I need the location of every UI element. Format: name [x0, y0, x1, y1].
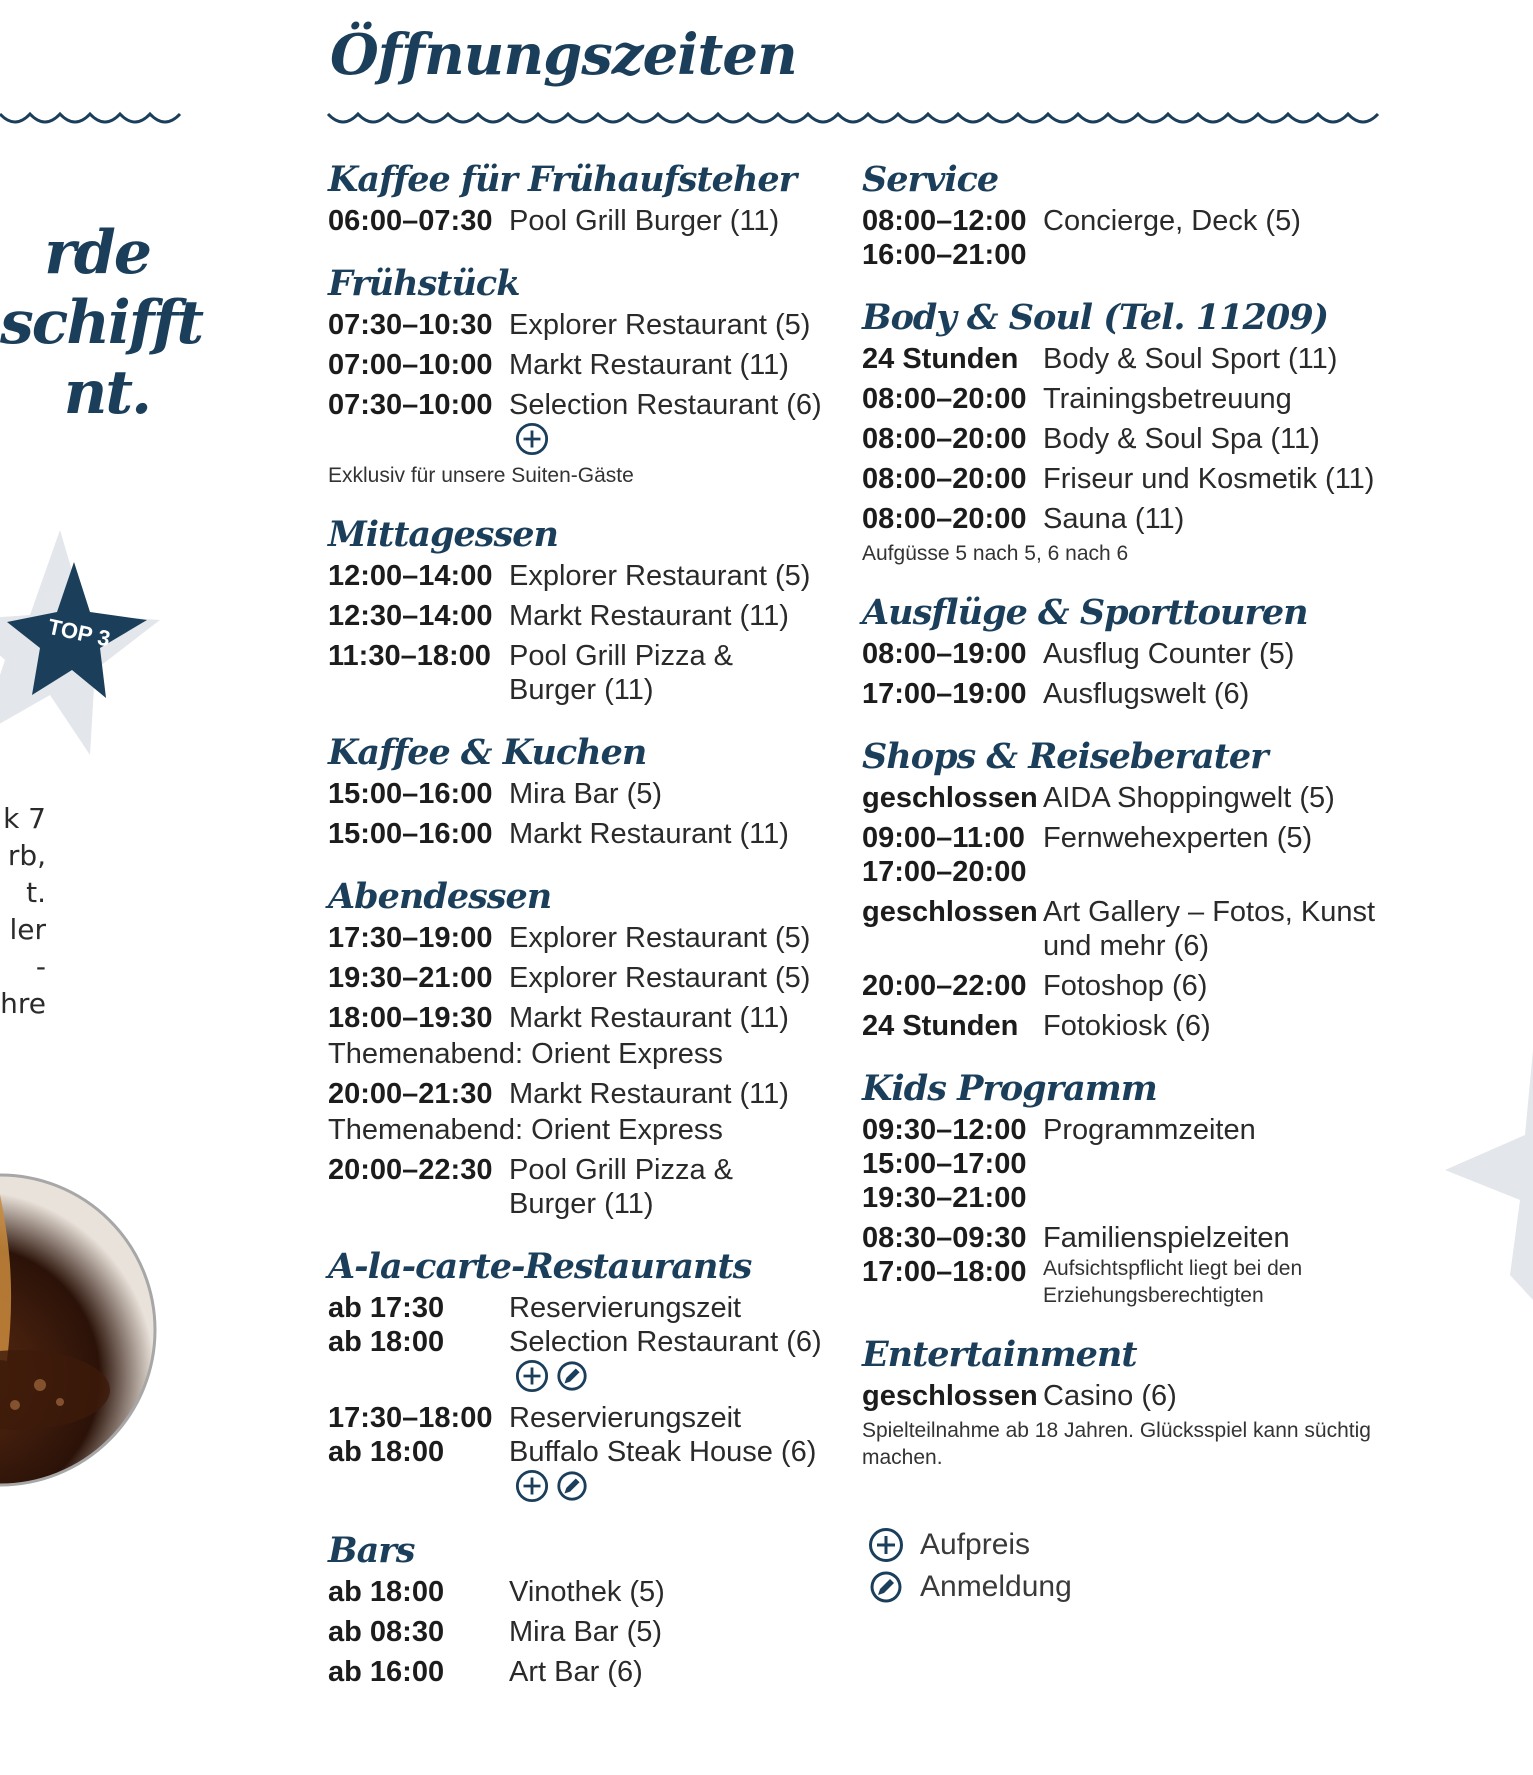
venue-name: Art Gallery – Fotos, Kunst und mehr (6)	[1043, 896, 1376, 962]
time-value: ab 18:00	[328, 1326, 445, 1358]
venue-cell	[1043, 637, 1382, 671]
venue-name: Familienspielzeiten	[1043, 1222, 1290, 1254]
time-column	[328, 388, 509, 422]
schedule-row	[328, 388, 828, 458]
schedule-section	[862, 1067, 1382, 1309]
time-value: 08:00–20:00	[862, 463, 1027, 495]
time-column	[862, 677, 1043, 711]
schedule-row	[328, 1655, 828, 1689]
time-column	[328, 1291, 509, 1359]
legend-label: Aufpreis	[920, 1528, 1031, 1561]
schedule-row	[862, 342, 1382, 376]
schedule-section	[862, 158, 1382, 272]
time-value: 15:00–16:00	[328, 818, 493, 850]
time-column	[328, 1153, 509, 1187]
time-column	[862, 895, 1043, 929]
time-value: 24 Stunden	[862, 343, 1019, 375]
schedule-row	[862, 677, 1382, 711]
time-column	[862, 969, 1043, 1003]
left-heading-line: rde	[44, 218, 150, 288]
legend-item	[862, 1569, 1382, 1605]
venue-name: Markt Restaurant (11)	[509, 1002, 789, 1034]
venue-cell	[509, 204, 828, 238]
time-column	[862, 422, 1043, 456]
time-value: 08:00–20:00	[862, 503, 1027, 535]
time-column	[862, 382, 1043, 416]
schedule-section	[328, 158, 828, 238]
section-title: Body & Soul (Tel. 11209)	[862, 297, 1329, 338]
venue-cell	[1043, 895, 1382, 963]
time-value: ab 18:00	[328, 1436, 445, 1468]
venue-cell	[1043, 382, 1382, 416]
page-title: Öffnungszeiten	[330, 22, 797, 88]
venue-name: Mira Bar (5)	[509, 778, 663, 810]
schedule-row	[862, 462, 1382, 496]
venue-name: Markt Restaurant (11)	[509, 600, 789, 632]
venue-cell	[509, 1001, 828, 1035]
schedule-row	[328, 599, 828, 633]
left-text-line: -	[35, 950, 46, 983]
venue-name: Explorer Restaurant (5)	[509, 922, 811, 954]
schedule-row	[328, 1615, 828, 1649]
schedule-section	[328, 1245, 828, 1505]
venue-cell	[509, 599, 828, 633]
time-value: ab 16:00	[328, 1656, 445, 1688]
legend-item	[862, 1527, 1382, 1563]
venue-cell	[509, 817, 828, 851]
venue-cell	[1043, 502, 1382, 536]
venue-name: Explorer Restaurant (5)	[509, 962, 811, 994]
venue-cell	[509, 1615, 828, 1649]
time-value: 17:00–18:00	[862, 1256, 1027, 1288]
schedule-section	[328, 513, 828, 707]
venue-cell	[509, 961, 828, 995]
info-note: Spielteilnahme ab 18 Jahren. Glücksspiel kann süchtig machen.	[862, 1419, 1371, 1469]
venue-name: Markt Restaurant (11)	[509, 818, 789, 850]
schedule-row	[328, 921, 828, 955]
time-column	[328, 1001, 509, 1035]
left-text-line: hre	[0, 987, 46, 1020]
section-title: Kaffee & Kuchen	[328, 732, 647, 773]
time-column	[328, 559, 509, 593]
schedule-row	[328, 639, 828, 707]
schedule-row	[328, 961, 828, 995]
time-column	[328, 308, 509, 342]
venue-name: Sauna (11)	[1043, 503, 1185, 535]
time-value: 17:30–19:00	[328, 922, 493, 954]
venue-name: Art Bar (6)	[509, 1656, 643, 1688]
venue-cell	[509, 348, 828, 382]
schedule-row	[328, 1401, 828, 1505]
schedule-row	[328, 1001, 828, 1035]
time-value: 08:00–20:00	[862, 423, 1027, 455]
venue-cell	[1043, 969, 1382, 1003]
section-title: Kaffee für Frühaufsteher	[328, 159, 797, 200]
schedule-section	[328, 1529, 828, 1689]
schedule-row	[862, 1221, 1382, 1309]
plus-circle-icon	[515, 422, 549, 456]
left-heading-line: nt.	[63, 358, 150, 428]
time-column	[328, 1615, 509, 1649]
time-column	[862, 821, 1043, 889]
venue-cell	[509, 559, 828, 593]
pen-circle-icon	[555, 1359, 589, 1393]
venue-cell	[509, 1153, 828, 1221]
venue-name: Markt Restaurant (11)	[509, 1078, 789, 1110]
schedule-section	[862, 591, 1382, 711]
time-column	[328, 961, 509, 995]
theme-note: Themenabend: Orient Express	[328, 1038, 723, 1070]
venue-name: Ausflug Counter (5)	[1043, 638, 1295, 670]
section-title: Abendessen	[328, 876, 552, 917]
venue-cell	[1043, 1221, 1382, 1309]
info-note: Exklusiv für unsere Suiten-Gäste	[328, 464, 634, 487]
info-note: Aufgüsse 5 nach 5, 6 nach 6	[862, 542, 1129, 565]
time-column	[328, 1077, 509, 1111]
venue-cell	[509, 1077, 828, 1111]
time-value: 07:30–10:30	[328, 309, 493, 341]
schedule-row	[862, 969, 1382, 1003]
schedule-row	[328, 1153, 828, 1221]
time-column	[328, 921, 509, 955]
time-value: 15:00–17:00	[862, 1148, 1027, 1180]
plus-circle-icon	[515, 1359, 549, 1393]
venue-name: Ausflugswelt (6)	[1043, 678, 1250, 710]
schedule-row	[328, 559, 828, 593]
venue-name: Casino (6)	[1043, 1380, 1177, 1412]
time-value: 20:00–21:30	[328, 1078, 493, 1110]
schedule-section	[862, 1333, 1382, 1471]
section-title: Shops & Reiseberater	[862, 736, 1268, 777]
time-value: 08:00–19:00	[862, 638, 1027, 670]
legend-label: Anmeldung	[920, 1570, 1072, 1603]
venue-name: Pool Grill Burger (11)	[509, 205, 780, 237]
time-value: 12:30–14:00	[328, 600, 493, 632]
top3-star-icon	[12, 560, 152, 700]
time-value: 08:00–20:00	[862, 383, 1027, 415]
venue-cell	[1043, 342, 1382, 376]
time-value: 18:00–19:30	[328, 1002, 493, 1034]
left-text-line: ler	[9, 913, 46, 946]
time-column	[328, 639, 509, 673]
schedule-row	[862, 895, 1382, 963]
section-title: Kids Programm	[862, 1068, 1157, 1109]
pen-circle-icon	[868, 1569, 904, 1605]
venue-cell	[1043, 1113, 1382, 1147]
time-value: 20:00–22:30	[328, 1154, 493, 1186]
venue-cell	[509, 308, 828, 342]
venue-cell	[509, 777, 828, 811]
right-column	[862, 158, 1382, 1611]
left-text-fragment	[0, 800, 46, 1022]
venue-cell	[509, 1655, 828, 1689]
section-title: Ausflüge & Sporttouren	[862, 592, 1308, 633]
schedule-row	[328, 777, 828, 811]
venue-name: Trainingsbetreuung	[1043, 383, 1292, 415]
section-title: Mittagessen	[328, 514, 558, 555]
time-value: 17:30–18:00	[328, 1402, 493, 1434]
time-column	[328, 348, 509, 382]
left-heading	[0, 218, 203, 428]
schedule-section	[328, 262, 828, 489]
time-column	[862, 1009, 1043, 1043]
wave-divider	[328, 108, 1360, 132]
venue-name: Concierge, Deck (5)	[1043, 205, 1301, 237]
schedule-row	[328, 204, 828, 238]
schedule-section	[328, 875, 828, 1221]
venue-cell	[509, 921, 828, 955]
venue-name: Pool Grill Pizza & Burger (11)	[509, 1154, 734, 1220]
time-value: 20:00–22:00	[862, 970, 1027, 1002]
time-value: ab 08:30	[328, 1616, 445, 1648]
schedule-row	[862, 1113, 1382, 1215]
venue-name: Reservierungszeit Buffalo Steak House (6)	[509, 1402, 817, 1468]
time-value: geschlossen	[862, 782, 1038, 814]
plus-circle-icon	[868, 1527, 904, 1563]
time-column	[328, 817, 509, 851]
plus-circle-icon	[515, 1469, 549, 1503]
time-column	[328, 1401, 509, 1469]
venue-cell	[1043, 422, 1382, 456]
time-value: geschlossen	[862, 1380, 1038, 1412]
left-wave-divider	[0, 108, 152, 132]
schedule-section	[328, 731, 828, 851]
time-column	[328, 1655, 509, 1689]
right-sections	[862, 158, 1382, 1471]
venue-name: Reservierungszeit Selection Restaurant (6)	[509, 1292, 822, 1358]
venue-name: Pool Grill Pizza & Burger (11)	[509, 640, 734, 706]
venue-cell	[1043, 1379, 1382, 1413]
venue-cell	[509, 388, 828, 458]
time-value: 08:00–12:00	[862, 205, 1027, 237]
left-heading-line: schifft	[0, 288, 203, 358]
time-column	[328, 599, 509, 633]
time-value: 09:00–11:00	[862, 822, 1025, 854]
time-value: geschlossen	[862, 896, 1038, 928]
venue-name: Programmzeiten	[1043, 1114, 1256, 1146]
venue-name: Explorer Restaurant (5)	[509, 309, 811, 341]
time-column	[862, 204, 1043, 272]
schedule-row	[328, 348, 828, 382]
pen-circle-icon	[555, 1469, 589, 1503]
schedule-row	[862, 821, 1382, 889]
top3-badge-label: TOP 3	[45, 613, 113, 652]
venue-cell	[1043, 204, 1382, 238]
section-title: Bars	[328, 1530, 415, 1571]
time-column	[862, 1113, 1043, 1215]
time-column	[862, 502, 1043, 536]
schedule-row	[328, 1077, 828, 1111]
time-value: 15:00–16:00	[328, 778, 493, 810]
time-value: 08:30–09:30	[862, 1222, 1027, 1254]
schedule-row	[328, 817, 828, 851]
left-column	[328, 158, 828, 1713]
schedule-row	[862, 204, 1382, 272]
schedule-section	[862, 296, 1382, 567]
time-value: 07:30–10:00	[328, 389, 493, 421]
section-title: Service	[862, 159, 999, 200]
left-text-line: t.	[26, 876, 46, 909]
section-title: A-la-carte-Restaurants	[328, 1246, 752, 1287]
section-title: Entertainment	[862, 1334, 1137, 1375]
coffee-cup-photo	[0, 1140, 160, 1520]
schedule-row	[862, 1009, 1382, 1043]
venue-name: Body & Soul Spa (11)	[1043, 423, 1320, 455]
time-value: ab 18:00	[328, 1576, 445, 1608]
schedule-row	[862, 422, 1382, 456]
schedule-row	[862, 1379, 1382, 1413]
legend	[862, 1527, 1382, 1605]
schedule-row	[862, 502, 1382, 536]
venue-cell	[509, 1575, 828, 1609]
time-column	[862, 462, 1043, 496]
schedule-section	[862, 735, 1382, 1043]
left-text-line: k 7	[3, 802, 46, 835]
time-value: 16:00–21:00	[862, 239, 1027, 271]
venue-cell	[509, 1401, 828, 1505]
venue-name: Explorer Restaurant (5)	[509, 560, 811, 592]
schedule-row	[328, 1291, 828, 1395]
venue-name: Markt Restaurant (11)	[509, 349, 789, 381]
time-value: 12:00–14:00	[328, 560, 493, 592]
time-value: 06:00–07:30	[328, 205, 493, 237]
venue-name: Friseur und Kosmetik (11)	[1043, 463, 1375, 495]
time-column	[328, 1575, 509, 1609]
venue-cell	[1043, 1009, 1382, 1043]
time-value: 24 Stunden	[862, 1010, 1019, 1042]
venue-name: Fotoshop (6)	[1043, 970, 1208, 1002]
venue-name: Selection Restaurant (6)	[509, 389, 822, 421]
venue-cell	[1043, 781, 1382, 815]
venue-name: Mira Bar (5)	[509, 1616, 663, 1648]
time-value: 17:00–20:00	[862, 856, 1027, 888]
venue-cell	[509, 639, 828, 707]
section-title: Frühstück	[328, 263, 520, 304]
venue-name: Vinothek (5)	[509, 1576, 665, 1608]
time-value: 19:30–21:00	[862, 1182, 1027, 1214]
schedule-row	[328, 308, 828, 342]
time-value: 17:00–19:00	[862, 678, 1027, 710]
venue-cell	[509, 1291, 828, 1395]
venue-name: Body & Soul Sport (11)	[1043, 343, 1338, 375]
venue-name: Fotokiosk (6)	[1043, 1010, 1211, 1042]
schedule-row	[862, 781, 1382, 815]
time-column	[862, 1379, 1043, 1413]
venue-name: Fernwehexperten (5)	[1043, 822, 1313, 854]
time-column	[862, 637, 1043, 671]
time-value: 07:00–10:00	[328, 349, 493, 381]
time-value: ab 17:30	[328, 1292, 445, 1324]
star-right-icon	[1440, 1050, 1533, 1300]
time-column	[862, 342, 1043, 376]
venue-name: AIDA Shoppingwelt (5)	[1043, 782, 1335, 814]
time-value: 09:30–12:00	[862, 1114, 1027, 1146]
time-column	[862, 781, 1043, 815]
theme-note: Themenabend: Orient Express	[328, 1114, 723, 1146]
time-column	[328, 777, 509, 811]
venue-cell	[1043, 677, 1382, 711]
venue-cell	[1043, 462, 1382, 496]
left-text-line: rb,	[7, 839, 46, 872]
venue-cell	[1043, 821, 1382, 855]
time-column	[328, 204, 509, 238]
time-column	[862, 1221, 1043, 1289]
schedule-row	[862, 382, 1382, 416]
schedule-row	[862, 637, 1382, 671]
schedule-row	[328, 1575, 828, 1609]
time-value: 11:30–18:00	[328, 640, 491, 672]
venue-note: Aufsichtspflicht liegt bei den Erziehungsberechtigten	[1043, 1257, 1303, 1307]
time-value: 19:30–21:00	[328, 962, 493, 994]
